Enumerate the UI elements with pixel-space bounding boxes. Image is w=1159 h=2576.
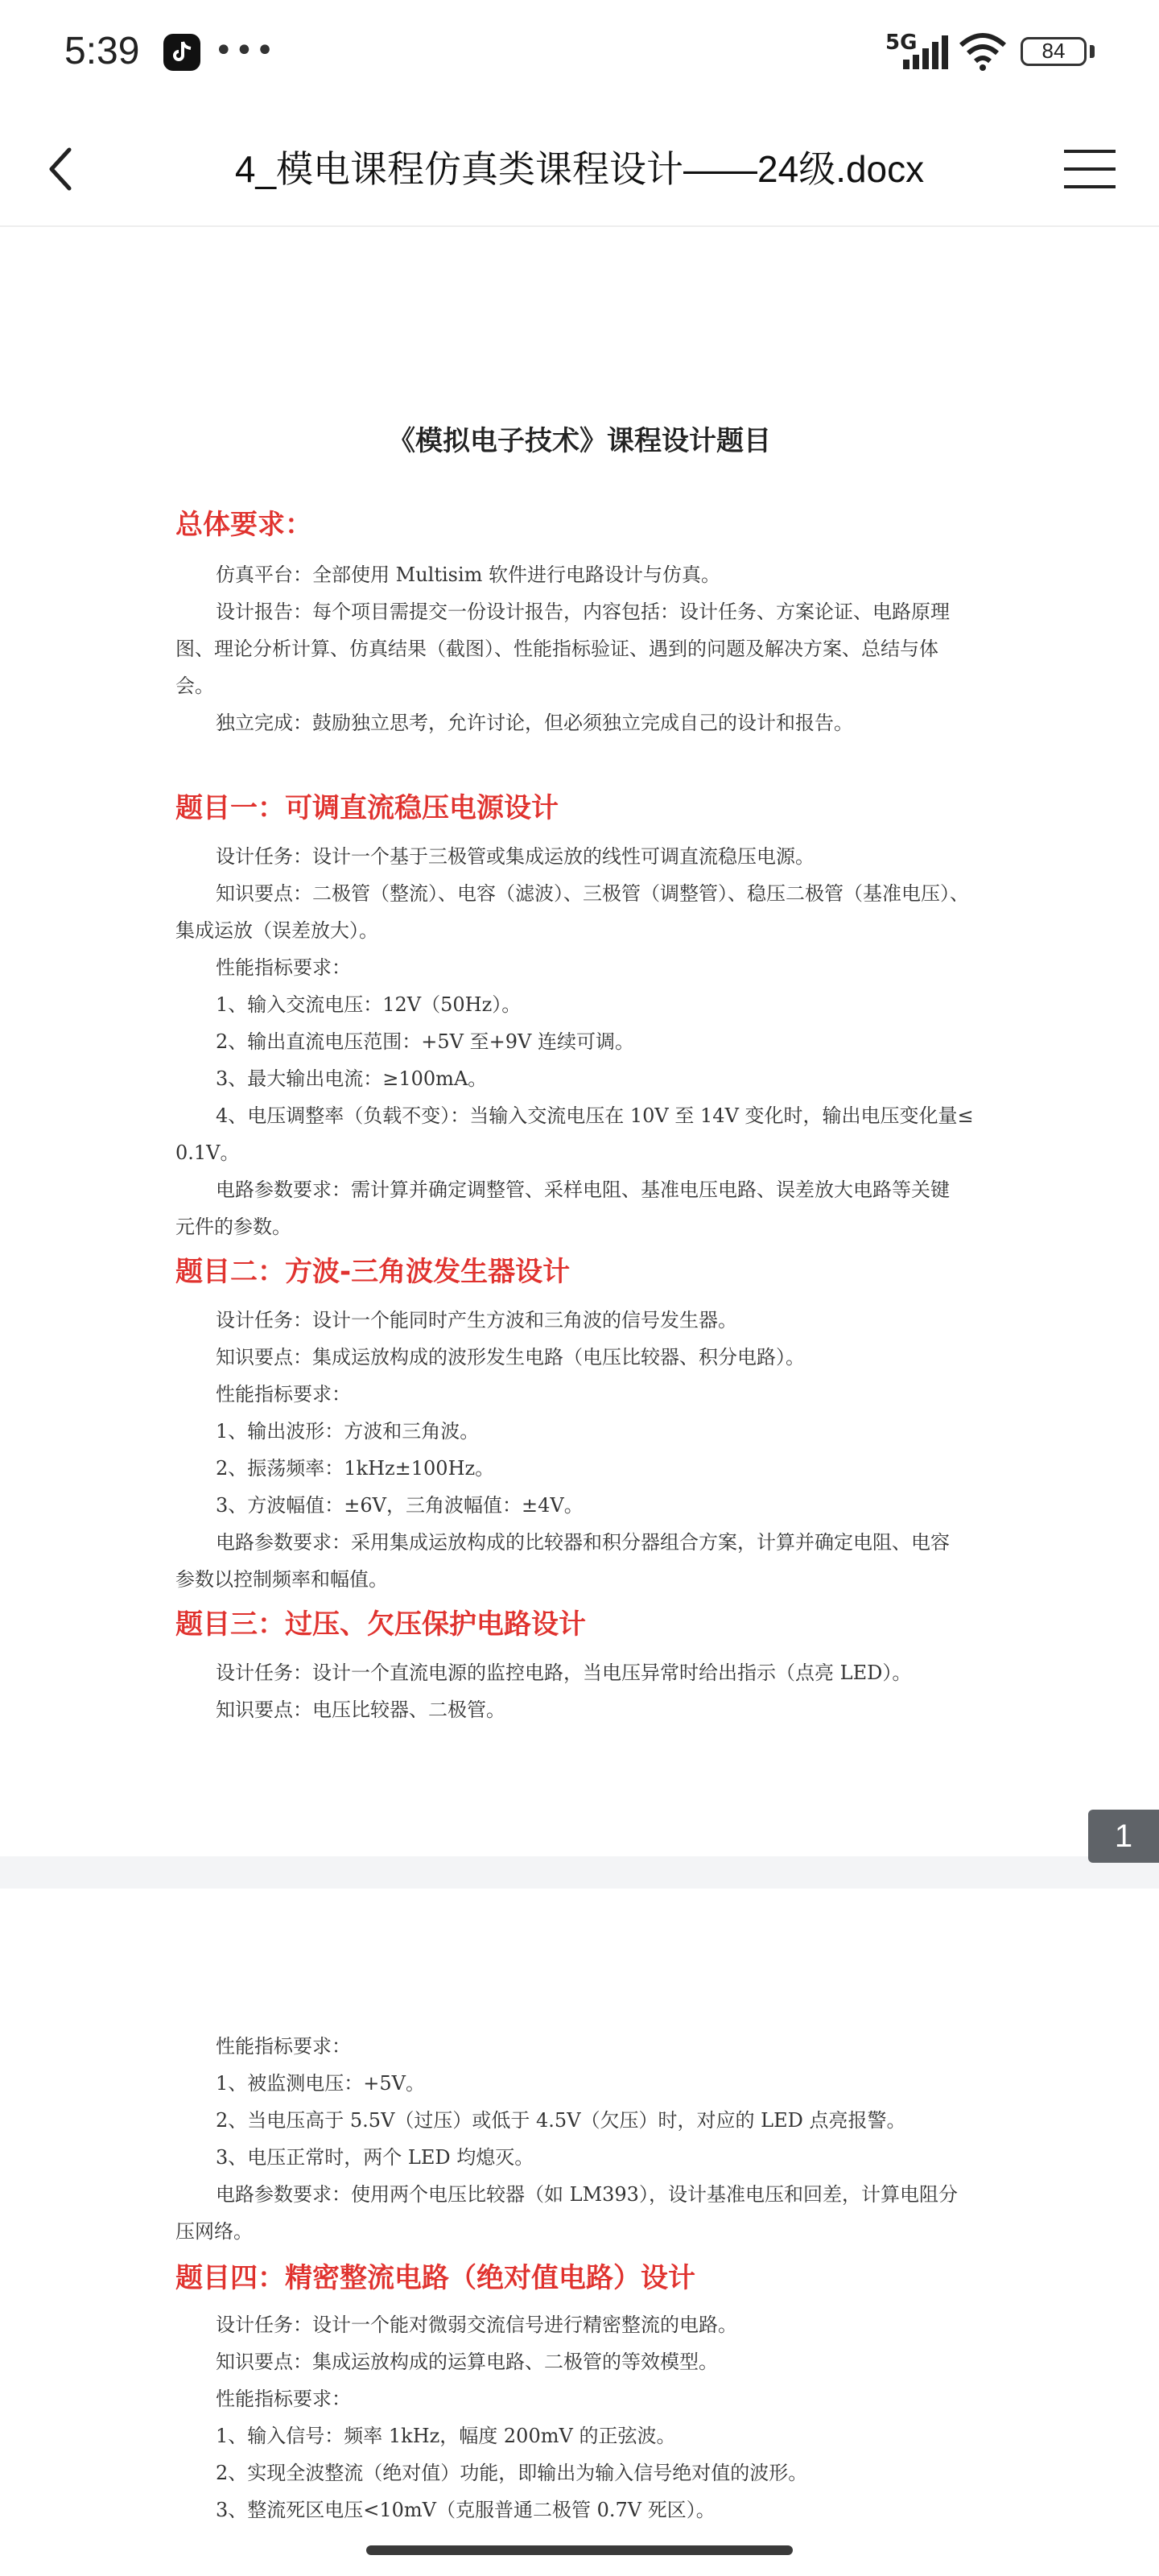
page-number-badge[interactable]: 1 <box>1088 1810 1159 1863</box>
topic4-line: 设计任务：设计一个能对微弱交流信号进行精密整流的电路。 <box>216 2314 737 2336</box>
topic4-heading: 题目四：精密整流电路（绝对值电路）设计 <box>175 2262 695 2294</box>
topic1-line: 元件的参数。 <box>175 1216 291 1238</box>
general-line: 仿真平台：全部使用 Multisim 软件进行电路设计与仿真。 <box>216 564 721 586</box>
network-type: 5G <box>885 31 918 55</box>
topic2-line: 3、方波幅值：±6V，三角波幅值：±4V。 <box>216 1494 584 1517</box>
topic3-line: 2、当电压高于 5.5V（过压）或低于 4.5V（欠压）时，对应的 LED 点亮报警。 <box>216 2109 906 2132</box>
chevron-left-icon <box>32 137 97 201</box>
general-requirements-heading: 总体要求： <box>175 509 312 541</box>
topic3-line: 电路参数要求：使用两个电压比较器（如 LM393），设计基准电压和回差，计算电阻分 <box>216 2183 958 2206</box>
title-bar <box>0 113 1159 227</box>
topic2-line: 电路参数要求：采用集成运放构成的比较器和积分器组合方案，计算并确定电阻、电容 <box>216 1531 950 1554</box>
hamburger-menu-icon <box>1054 137 1127 201</box>
more-notifications-icon: ••• <box>214 32 276 69</box>
document-page-2 <box>0 1889 1159 2576</box>
topic3-heading: 题目三：过压、欠压保护电路设计 <box>175 1608 586 1641</box>
topic3-line: 3、电压正常时，两个 LED 均熄灭。 <box>216 2146 534 2169</box>
topic1-line: 3、最大输出电流：≥100mA。 <box>216 1067 488 1090</box>
topic1-line: 1、输入交流电压：12V（50Hz）。 <box>216 993 522 1016</box>
topic4-line: 3、整流死区电压<10mV（克服普通二极管 0.7V 死区）。 <box>216 2499 716 2521</box>
topic2-line: 设计任务：设计一个能同时产生方波和三角波的信号发生器。 <box>216 1309 737 1331</box>
topic3-line: 性能指标要求： <box>216 2035 351 2058</box>
topic3-line: 1、被监测电压：+5V。 <box>216 2072 425 2095</box>
topic1-heading: 题目一：可调直流稳压电源设计 <box>175 792 559 824</box>
topic3-line: 知识要点：电压比较器、二极管。 <box>216 1699 505 1721</box>
battery-level: 84 <box>1041 39 1066 63</box>
topic2-line: 参数以控制频率和幅值。 <box>175 1568 388 1591</box>
topic2-line: 1、输出波形：方波和三角波。 <box>216 1420 480 1443</box>
topic2-line: 性能指标要求： <box>216 1383 351 1406</box>
document-title: 4_模电课程仿真类课程设计——24级.docx <box>234 148 925 190</box>
topic3-line: 设计任务：设计一个直流电源的监控电路，当电压异常时给出指示（点亮 LED）。 <box>216 1662 912 1684</box>
topic4-line: 2、实现全波整流（绝对值）功能，即输出为输入信号绝对值的波形。 <box>216 2462 808 2484</box>
page-separator <box>0 1856 1159 1889</box>
status-time: 5:39 <box>64 30 140 72</box>
topic4-line: 知识要点：集成运放构成的运算电路、二极管的等效模型。 <box>216 2351 718 2373</box>
topic3-line: 压网络。 <box>175 2220 253 2243</box>
topic1-line: 0.1V。 <box>175 1141 240 1164</box>
topic2-heading: 题目二：方波-三角波发生器设计 <box>175 1256 571 1288</box>
tiktok-icon <box>163 34 200 71</box>
topic1-line: 集成运放（误差放大）。 <box>175 919 378 942</box>
topic1-line: 设计任务：设计一个基于三极管或集成运放的线性可调直流稳压电源。 <box>216 845 815 868</box>
wifi-icon <box>958 32 1008 71</box>
topic2-line: 2、振荡频率：1kHz±100Hz。 <box>216 1457 495 1480</box>
topic1-line: 电路参数要求：需计算并确定调整管、采样电阻、基准电压电路、误差放大电路等关键 <box>216 1179 950 1201</box>
general-line: 设计报告：每个项目需提交一份设计报告，内容包括：设计任务、方案论证、电路原理 <box>216 601 950 623</box>
topic4-line: 1、输入信号：频率 1kHz，幅度 200mV 的正弦波。 <box>216 2425 676 2447</box>
document-main-title: 《模拟电子技术》课程设计题目 <box>388 425 771 457</box>
document-page-1 <box>0 229 1159 1856</box>
general-line: 独立完成：鼓励独立思考，允许讨论，但必须独立完成自己的设计和报告。 <box>216 712 853 734</box>
general-line: 会。 <box>175 675 214 697</box>
topic1-line: 知识要点：二极管（整流）、电容（滤波）、三极管（调整管）、稳压二极管（基准电压）、 <box>216 882 969 905</box>
home-indicator[interactable] <box>366 2545 793 2555</box>
back-button[interactable] <box>32 137 97 201</box>
topic1-line: 2、输出直流电压范围：+5V 至+9V 连续可调。 <box>216 1030 634 1053</box>
battery-cap <box>1090 45 1095 58</box>
topic4-line: 性能指标要求： <box>216 2388 351 2410</box>
menu-button[interactable] <box>1054 137 1127 201</box>
signal-icon <box>901 35 948 69</box>
status-bar <box>0 0 1159 105</box>
general-line: 图、理论分析计算、仿真结果（截图）、性能指标验证、遇到的问题及解决方案、总结与体 <box>175 638 938 660</box>
topic2-line: 知识要点：集成运放构成的波形发生电路（电压比较器、积分电路）。 <box>216 1346 805 1368</box>
topic1-line: 性能指标要求： <box>216 956 351 979</box>
topic1-line: 4、电压调整率（负载不变）：当输入交流电压在 10V 至 14V 变化时，输出电压变化量≤ <box>216 1104 974 1127</box>
